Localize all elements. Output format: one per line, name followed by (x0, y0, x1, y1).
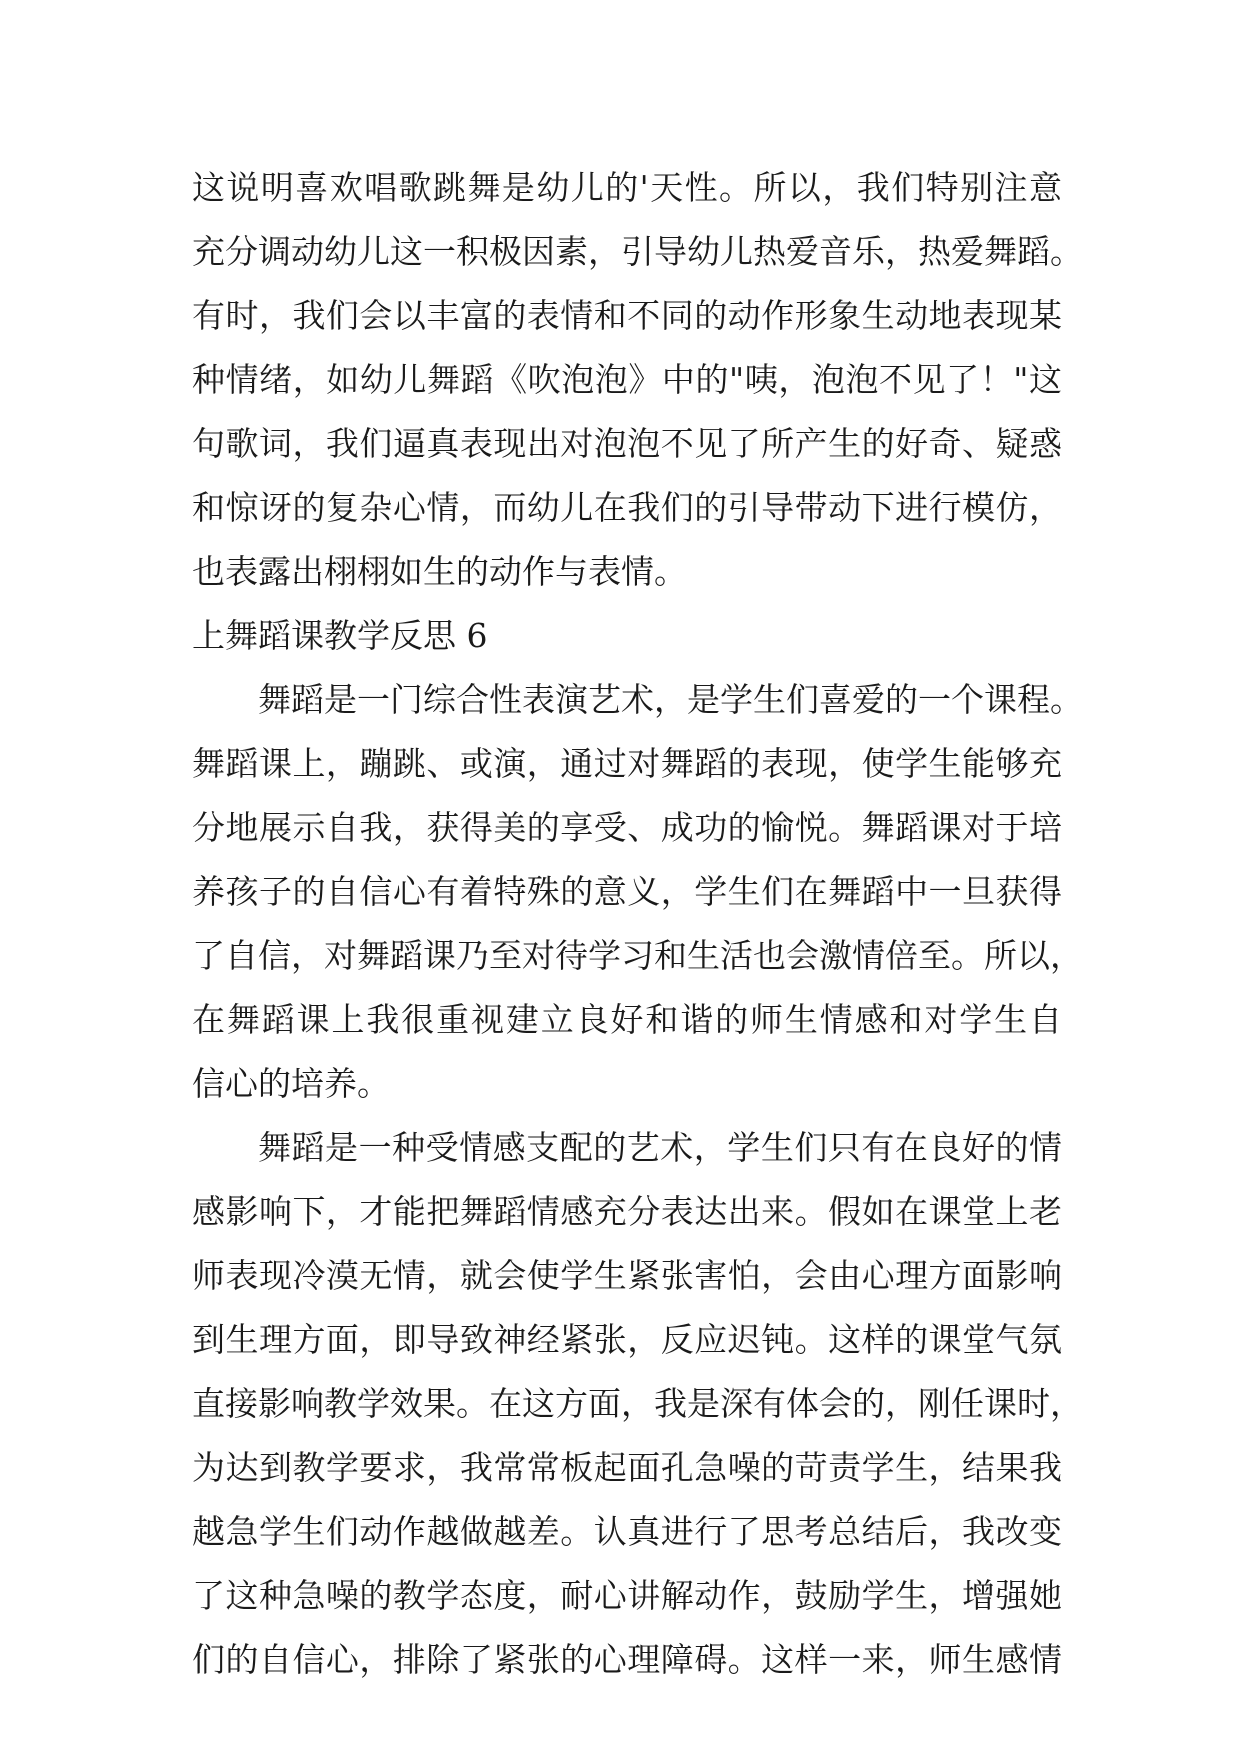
paragraph (192, 156, 1083, 604)
text-line: 舞蹈是一种受情感支配的艺术，学生们只有在良好的情 (258, 1128, 1062, 1167)
text-line: 充分调动幼儿这一积极因素，引导幼儿热爱音乐，热爱舞蹈。 (192, 232, 1083, 271)
text-line: 养孩子的自信心有着特殊的意义，学生们在舞蹈中一旦获得 (192, 872, 1062, 911)
text-line: 们的自信心，排除了紧张的心理障碍。这样一来，师生感情 (192, 1640, 1062, 1679)
text-line: 信心的培养。 (192, 1064, 390, 1103)
text-line: 舞蹈是一门综合性表演艺术，是学生们喜爱的一个课程。 (258, 680, 1083, 719)
paragraph (192, 668, 1083, 1116)
text-line: 分地展示自我，获得美的享受、成功的愉悦。舞蹈课对于培 (192, 808, 1062, 847)
text-line: 师表现冷漠无情，就会使学生紧张害怕，会由心理方面影响 (192, 1256, 1062, 1295)
text-line: 有时，我们会以丰富的表情和不同的动作形象生动地表现某 (192, 296, 1062, 335)
text-line: 句歌词，我们逼真表现出对泡泡不见了所产生的好奇、疑惑 (192, 424, 1062, 463)
text-line: 为达到教学要求，我常常板起面孔急噪的苛责学生，结果我 (192, 1448, 1062, 1487)
section-heading: 上舞蹈课教学反思 6 (192, 616, 488, 655)
text-line: 舞蹈课上，蹦跳、或演，通过对舞蹈的表现，使学生能够充 (192, 744, 1062, 783)
text-line: 种情绪，如幼儿舞蹈《吹泡泡》中的"咦，泡泡不见了！"这 (192, 360, 1062, 399)
text-line: 直接影响教学效果。在这方面，我是深有体会的，刚任课时， (192, 1384, 1083, 1423)
text-line: 了自信，对舞蹈课乃至对待学习和生活也会激情倍至。所以， (192, 936, 1083, 975)
document-body (192, 156, 1083, 1692)
text-line: 越急学生们动作越做越差。认真进行了思考总结后，我改变 (192, 1512, 1062, 1551)
paragraph (192, 1116, 1083, 1692)
text-line: 也表露出栩栩如生的动作与表情。 (192, 552, 687, 591)
text-line: 在舞蹈课上我很重视建立良好和谐的师生情感和对学生自 (192, 1000, 1062, 1039)
text-line: 到生理方面，即导致神经紧张，反应迟钝。这样的课堂气氛 (192, 1320, 1062, 1359)
text-line: 和惊讶的复杂心情，而幼儿在我们的引导带动下进行模仿， (192, 488, 1062, 527)
text-line: 了这种急噪的教学态度，耐心讲解动作，鼓励学生，增强她 (192, 1576, 1062, 1615)
text-line: 感影响下，才能把舞蹈情感充分表达出来。假如在课堂上老 (192, 1192, 1062, 1231)
text-line: 这说明喜欢唱歌跳舞是幼儿的'天性。所以，我们特别注意 (192, 168, 1062, 207)
